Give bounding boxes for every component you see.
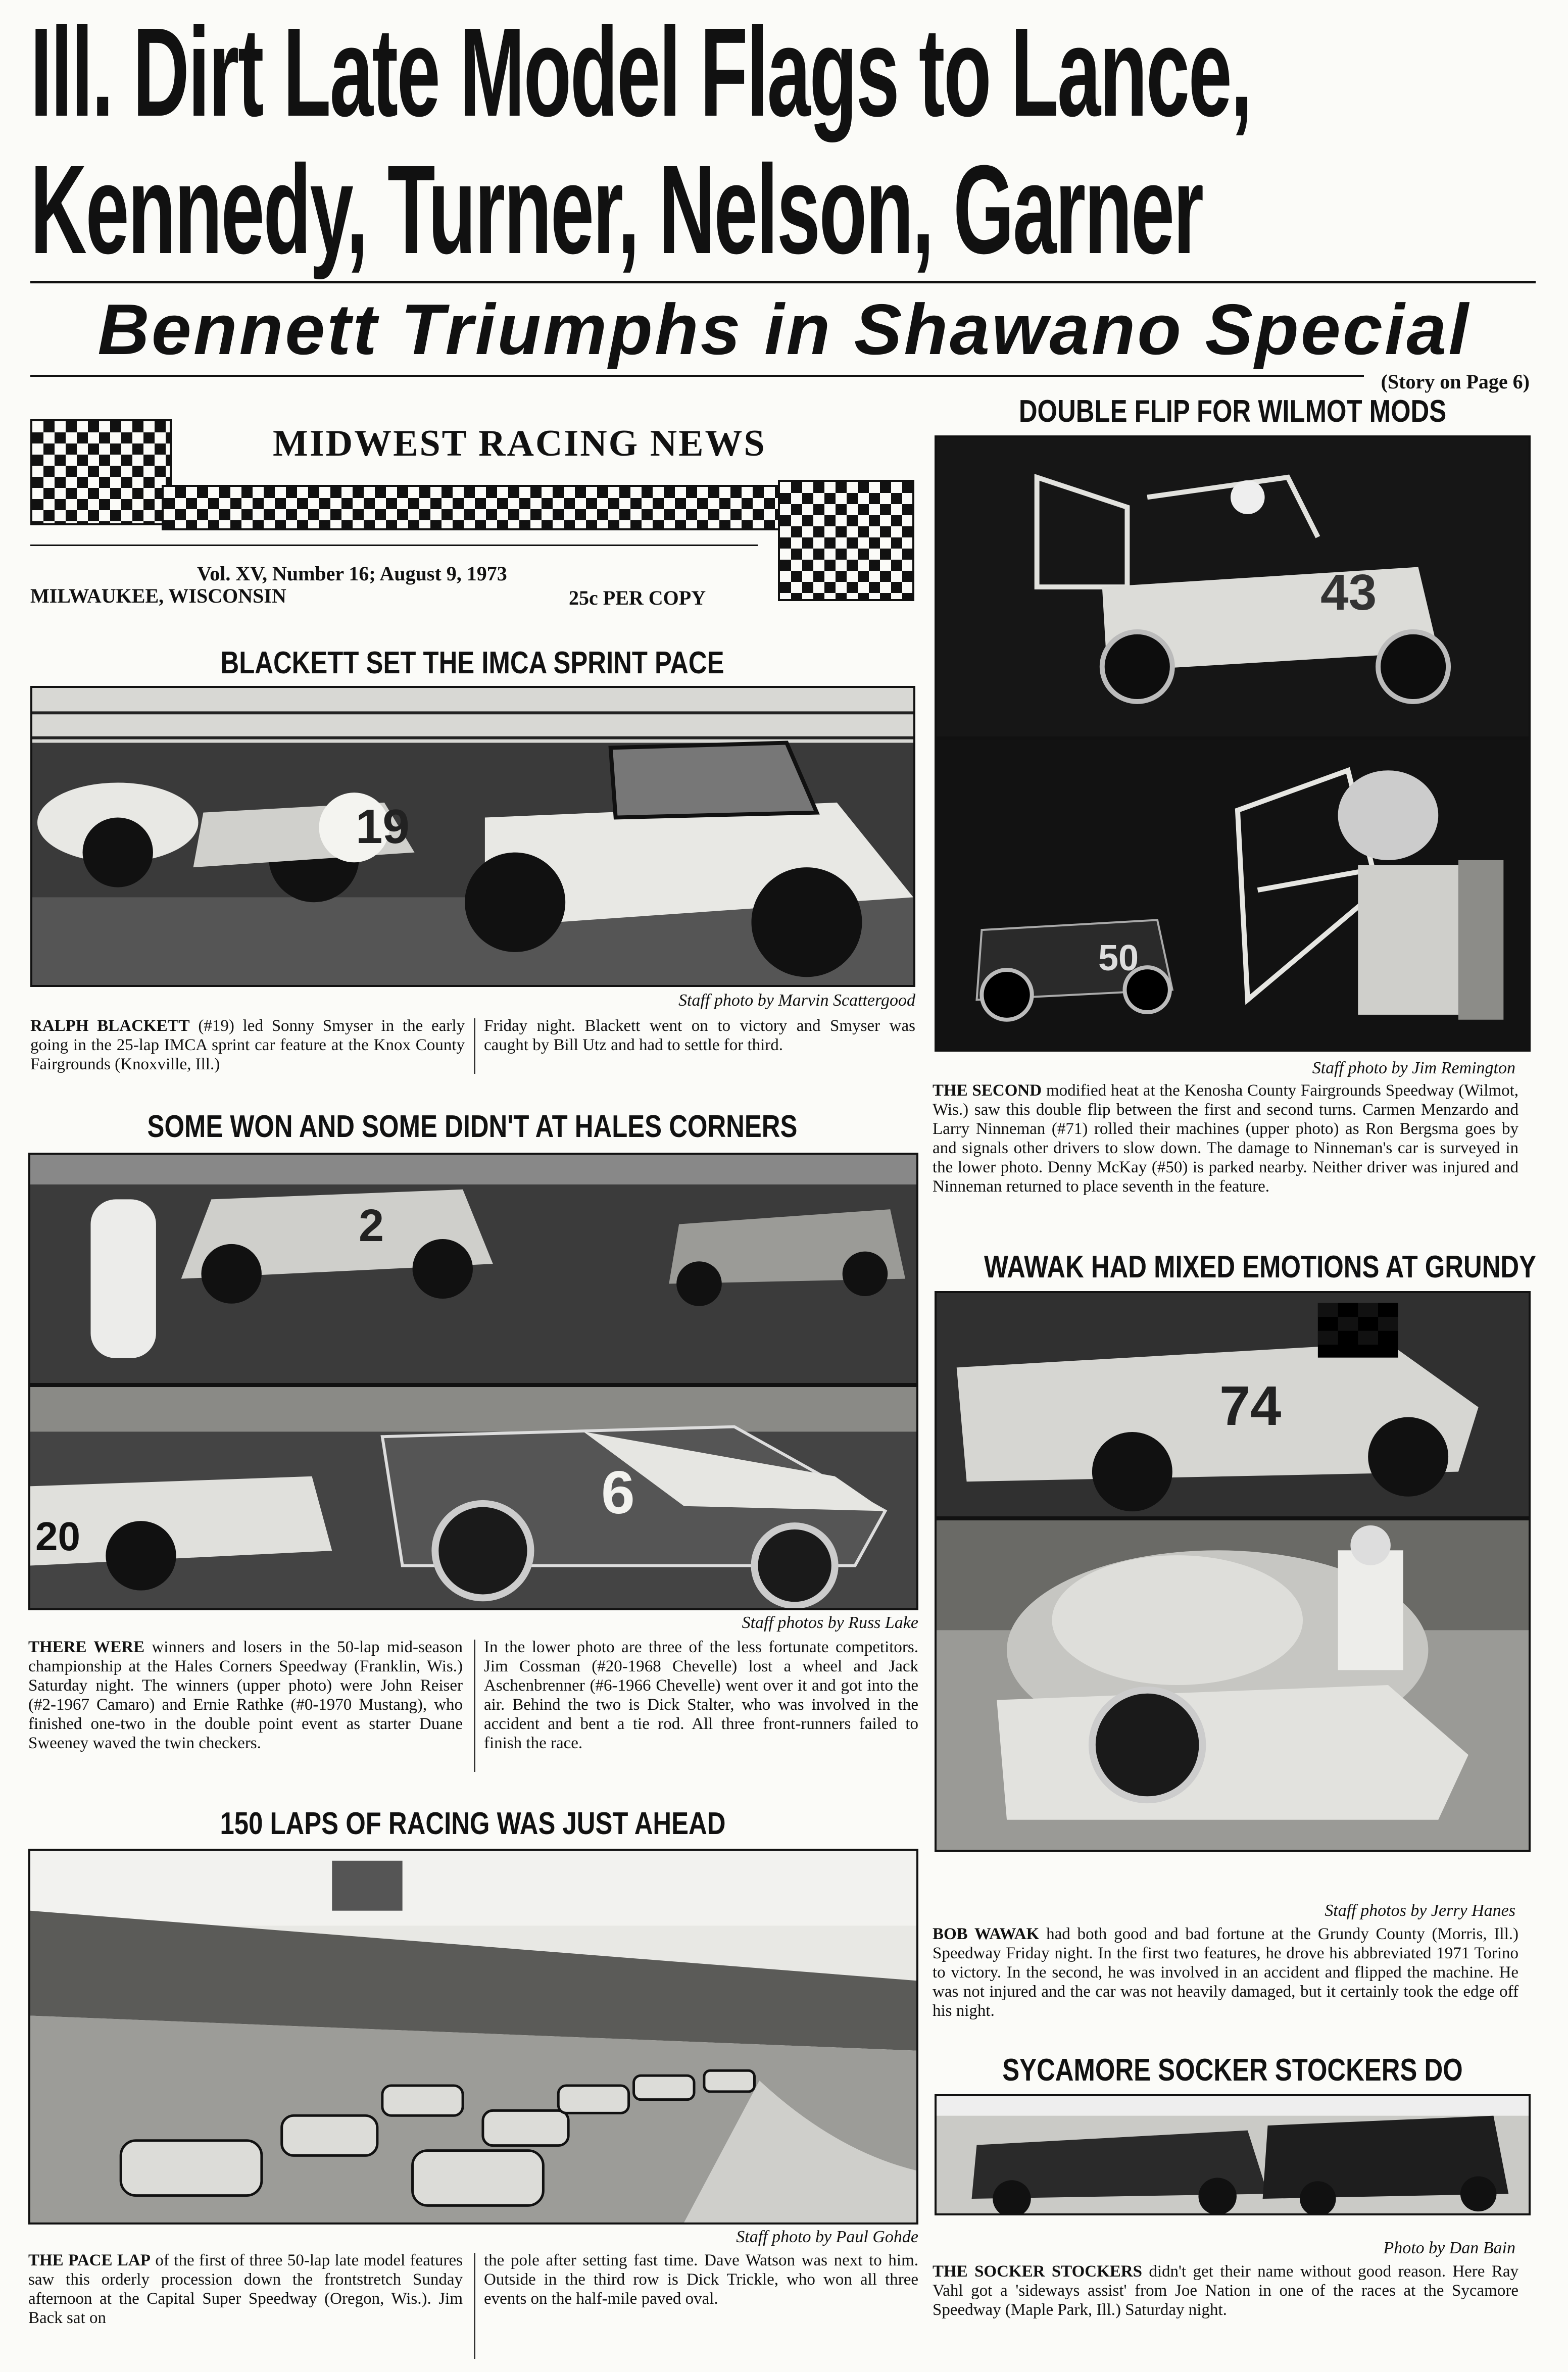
caption-text: had both good and bad fortune at the Grundy County (Morris, Ill.) Speedway Friday night. In the first two features, he drove his abbreviated 1971 Torino to victory. In the second, he was involved in an accident and flipped the machine. He was not injured and the car was not heavily damaged, but it certainly took the edge off his night. — [933, 1925, 1519, 2020]
caption-col-1 — [28, 1638, 463, 1753]
photo-wawak-win — [935, 1291, 1531, 1518]
caption-lead: THE PACE LAP — [28, 2251, 151, 2269]
caption-text: didn't get their name without good reason. Here Ray Vahl got a 'sideways assist' from Joe Nation in one of the races at the Sycamore Speedway (Maple Park, Ill.) Saturday night. — [933, 2262, 1518, 2319]
caption-text: winners and losers in the 50-lap mid-season championship at the Hales Corners Speedway (Franklin, Wis.) Saturday night. The winners (upper photo) were John Reiser (#2-1967 Camaro) and Ernie Rathke (#0-1970 Mustang), who finished one-two in the double point event as starter Duane Sweeney waved the twin checkers. — [28, 1638, 463, 1752]
headline-line-2: Kennedy, Turner, Nelson, Garner — [30, 139, 1203, 280]
section-head-wawak: WAWAK HAD MIXED EMOTIONS AT GRUNDY — [984, 1250, 1537, 1284]
subheadline: Bennett Triumphs in Shawano Special — [97, 289, 1471, 370]
caption-col-2: Friday night. Blackett went on to victory and Smyser was caught by Bill Utz and had to settle for third. — [484, 1017, 915, 1054]
photo-wilmot-flip-image — [937, 437, 1529, 736]
caption-lead: THERE WERE — [28, 1638, 145, 1656]
photo-credit: Staff photo by Paul Gohde — [736, 2228, 918, 2246]
caption-text: modified heat at the Kenosha County Fairgrounds Speedway (Wilmot, Wis.) saw this double flip between the first and second turns. Carmen Menzardo and Larry Ninneman (#71) rolled their machines (upper photo) as Ron Bergsma goes by and signals other drivers to slow down. The damage to Ninneman's car is surveyed in the lower photo. Denny McKay (#50) is parked nearby. Neither driver was injured and Ninneman returned to place seventh in the feature. — [933, 1081, 1519, 1196]
caption-lead: THE SECOND — [933, 1081, 1042, 1100]
photo-hales-crash — [28, 1385, 918, 1610]
checkered-flag-logo — [778, 480, 914, 601]
car-number: 50 — [1098, 938, 1139, 978]
section-head-wilmot: DOUBLE FLIP FOR WILMOT MODS — [1018, 394, 1447, 429]
caption-col-2: the pole after setting fast time. Dave Watson was next to him. Outside in the third row is Dick Trickle, who won all three events on the half-mile paved oval. — [484, 2251, 918, 2308]
photo-wilmot-damage — [935, 738, 1531, 1052]
car-number: 19 — [356, 800, 410, 854]
car-number: 20 — [35, 1514, 80, 1559]
car-number: 74 — [1219, 1375, 1282, 1437]
divider — [30, 375, 1364, 377]
photo-hales-winners-image — [30, 1155, 916, 1383]
checkered-flag-logo — [30, 419, 172, 525]
column-rule — [474, 1640, 475, 1772]
caption-text: of the first of three 50-lap late model features saw this orderly procession down the frontstretch Sunday afternoon at the Capital Super Speedway (Oregon, Wis.). Jim Back sat on — [28, 2251, 463, 2327]
photo-credit: Staff photos by Russ Lake — [742, 1613, 918, 1632]
caption-lead: THE SOCKER STOCKERS — [933, 2262, 1142, 2281]
caption-text: (#19) led Sonny Smyser in the early going in the 25-lap IMCA sprint car feature at the Knox County Fairgrounds (Knoxville, Ill.) — [30, 1017, 465, 1073]
photo-credit: Staff photo by Marvin Scattergood — [678, 991, 915, 1010]
photo-socker-stockers-image — [937, 2096, 1529, 2213]
caption-wawak — [933, 1924, 1518, 2020]
car-number: 2 — [359, 1201, 384, 1251]
photo-pace-lap — [28, 1849, 918, 2225]
headline-line-1: Ill. Dirt Late Model Flags to Lance, — [30, 2, 1251, 142]
car-number: 6 — [601, 1459, 635, 1526]
price: 25c PER COPY — [569, 586, 706, 609]
photo-sprint-cars — [30, 686, 915, 987]
photo-wilmot-flip — [935, 435, 1531, 738]
section-head-blackett: BLACKETT SET THE IMCA SPRINT PACE — [220, 646, 724, 680]
photo-socker-stockers — [935, 2094, 1531, 2215]
checkered-band — [162, 485, 808, 530]
photo-wawak-flip-image — [937, 1520, 1529, 1850]
photo-pace-lap-image — [30, 1851, 916, 2222]
masthead-title: MIDWEST RACING NEWS — [273, 423, 766, 464]
divider — [30, 545, 758, 546]
caption-col-2: In the lower photo are three of the less fortunate competitors. Jim Cossman (#20-1968 Chevelle) lost a wheel and Jack Aschenbrenner (#6-1966 Chevelle) went over it and got into the air. Behind the two is Dick Stalter, who was involved in the accident and bent a tie rod. All three front-runners failed to finish the race. — [484, 1638, 918, 1752]
photo-sprint-cars-image — [32, 688, 913, 985]
caption-lead: BOB WAWAK — [933, 1925, 1040, 1943]
photo-credit: Staff photos by Jerry Hanes — [1325, 1901, 1515, 1920]
photo-credit: Photo by Dan Bain — [1383, 2239, 1515, 2257]
divider — [30, 281, 1536, 283]
column-rule — [474, 1018, 475, 1074]
caption-col-1 — [30, 1016, 465, 1074]
section-head-laps: 150 LAPS OF RACING WAS JUST AHEAD — [220, 1806, 726, 1841]
photo-wawak-flip — [935, 1518, 1531, 1852]
caption-lead: RALPH BLACKETT — [30, 1017, 190, 1035]
caption-col-1 — [28, 2251, 463, 2328]
masthead — [30, 419, 919, 535]
caption-wilmot — [933, 1081, 1518, 1196]
section-head-hales: SOME WON AND SOME DIDN'T AT HALES CORNERS — [147, 1109, 798, 1144]
column-rule — [474, 2253, 475, 2359]
caption-sycamore — [933, 2262, 1518, 2319]
photo-wilmot-damage-image — [937, 740, 1529, 1050]
issue-info: Vol. XV, Number 16; August 9, 1973 — [197, 562, 507, 585]
location: MILWAUKEE, WISCONSIN — [30, 584, 286, 607]
section-head-sycamore: SYCAMORE SOCKER STOCKERS DO — [1002, 2053, 1463, 2088]
photo-hales-crash-image — [30, 1387, 916, 1608]
story-reference: (Story on Page 6) — [1381, 370, 1530, 393]
car-number: 43 — [1320, 564, 1377, 621]
photo-hales-winners — [28, 1153, 918, 1385]
photo-credit: Staff photo by Jim Remington — [1312, 1059, 1515, 1077]
